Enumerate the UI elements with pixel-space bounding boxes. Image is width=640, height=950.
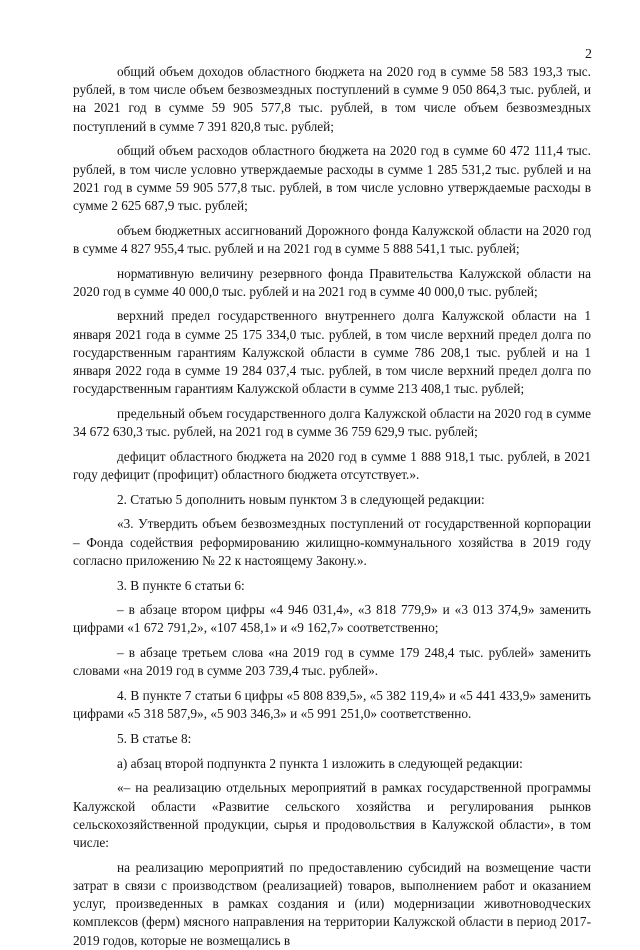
paragraph-item-3-third: – в абзаце третьем слова «на 2019 год в сумме 179 248,4 тыс. рублей» заменить словами «на 2019 год в сумме 203 739,4 тыс. рублей». [73, 645, 591, 679]
paragraph-item-4: 4. В пункте 7 статьи 6 цифры «5 808 839,5», «5 382 119,4» и «5 441 433,9» заменить цифрами «5 318 587,9», «5 903 346,3» и «5 991 251,0» соответственно. [73, 688, 591, 722]
paragraph-expenditure-volume: общий объем расходов областного бюджета на 2020 год в сумме 60 472 111,4 тыс. рублей, в том числе условно утверждаемые расходы в сумме 1 285 531,2 тыс. рублей и на 2021 год в сумме 59 905 577,8 тыс. рублей, в том числе условно утверждаемые расходы в сумме 2 625 687,9 тыс. рублей; [73, 143, 591, 213]
paragraph-debt-max-volume: предельный объем государственного долга Калужской области на 2020 год в сумме 34 672 630,3 тыс. рублей, на 2021 год в сумме 36 759 629,9 тыс. рублей; [73, 405, 591, 440]
paragraph-program-agriculture: «– на реализацию отдельных мероприятий в рамках государственной программы Калужской области «Развитие сельского хозяйства и регулирования рынков сельскохозяйственной продукции, сырья и продовольствия в Калужской области», в том числе: [73, 780, 591, 851]
paragraph-debt-upper-limit: верхний предел государственного внутреннего долга Калужской области на 1 января 2021 года в сумме 25 175 334,0 тыс. рублей, в том числе верхний предел долга по государственным гарантиям Калужской области в сумме 786 208,1 тыс. рублей и на 1 января 2022 года в сумме 19 284 037,4 тыс. рублей, в том числе верхний предел долга по государственным гарантиям Калужской области в сумме 213 408,1 тыс. рублей; [73, 308, 591, 397]
paragraph-item-2: 2. Статью 5 дополнить новым пунктом 3 в следующей редакции: [117, 491, 485, 507]
paragraph-budget-deficit: дефицит областного бюджета на 2020 год в сумме 1 888 918,1 тыс. рублей, в 2021 году дефицит (профицит) областного бюджета отсутствует.». [73, 448, 591, 483]
paragraph-item-3: 3. В пункте 6 статьи 6: [117, 577, 245, 593]
paragraph-item-2-text: «3. Утвердить объем безвозмездных поступлений от государственной корпорации – Фонда содействия реформированию жилищно-коммунального хозяйства в 2019 году согласно приложению № 22 к настоящему Закону.». [73, 516, 591, 568]
page-number: 2 [585, 47, 592, 62]
document-body [73, 63, 591, 950]
paragraph-item-5: 5. В статье 8: [117, 731, 192, 746]
paragraph-reserve-fund: нормативную величину резервного фонда Правительства Калужской области на 2020 год в сумме 40 000,0 тыс. рублей и на 2021 год в сумме 40 000,0 тыс. рублей; [73, 265, 591, 299]
paragraph-road-fund: объем бюджетных ассигнований Дорожного фонда Калужской области на 2020 год в сумме 4 827 955,4 тыс. рублей и на 2021 год в сумме 5 888 541,1 тыс. рублей; [73, 222, 591, 256]
paragraph-subsidies: на реализацию мероприятий по предоставлению субсидий на возмещение части затрат в связи с производством (реализацией) товаров, выполнением работ и оказанием услуг, произведенных в рамках создания и (или) модернизации животноводческих комплексов (ферм) мясного направления на территории Калужской области в период 2017-2019 годов, которые не возмещались в [73, 859, 591, 948]
paragraph-item-5a: а) абзац второй подпункта 2 пункта 1 изложить в следующей редакции: [117, 755, 523, 771]
paragraph-revenue-volume: общий объем доходов областного бюджета на 2020 год в сумме 58 583 193,3 тыс. рублей, в том числе объем безвозмездных поступлений в сумме 9 050 864,3 тыс. рублей, и на 2021 год в сумме 59 905 577,8 тыс. рублей, в том числе объем безвозмездных поступлений в сумме 7 391 820,8 тыс. рублей; [73, 64, 591, 134]
paragraph-item-3-second: – в абзаце втором цифры «4 946 031,4», «3 818 779,9» и «3 013 374,9» заменить цифрами «1 672 791,2», «107 458,1» и «9 162,7» соответственно; [73, 602, 591, 636]
